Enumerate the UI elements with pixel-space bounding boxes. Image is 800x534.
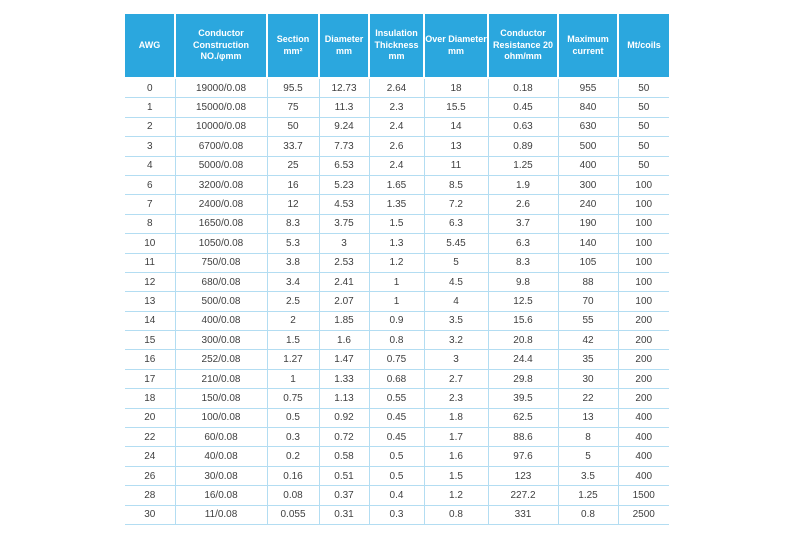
cell-awg: 13	[125, 292, 175, 311]
cell-over-diameter: 3.2	[424, 331, 488, 350]
cell-mt-coils: 100	[618, 175, 669, 194]
cell-diameter: 1.33	[319, 369, 369, 388]
cell-conductor-resistance: 3.7	[488, 214, 558, 233]
cell-awg: 18	[125, 389, 175, 408]
cell-mt-coils: 400	[618, 447, 669, 466]
cell-mt-coils: 100	[618, 292, 669, 311]
cell-maximum-current: 500	[558, 137, 618, 156]
cell-insulation-thickness: 2.4	[369, 117, 424, 136]
header-label-line: Section	[276, 34, 310, 44]
cell-awg: 14	[125, 311, 175, 330]
cell-insulation-thickness: 0.9	[369, 311, 424, 330]
cell-conductor-resistance: 9.8	[488, 272, 558, 291]
cell-mt-coils: 100	[618, 272, 669, 291]
cell-over-diameter: 1.8	[424, 408, 488, 427]
cell-maximum-current: 955	[558, 78, 618, 98]
cell-maximum-current: 8	[558, 428, 618, 447]
cell-over-diameter: 4	[424, 292, 488, 311]
cell-diameter: 2.07	[319, 292, 369, 311]
cell-conductor-resistance: 12.5	[488, 292, 558, 311]
table-row-awg-4	[125, 156, 669, 175]
cell-conductor-construction: 10000/0.08	[175, 117, 267, 136]
cell-mt-coils: 200	[618, 350, 669, 369]
cell-maximum-current: 13	[558, 408, 618, 427]
cell-section: 0.08	[267, 486, 319, 505]
cell-mt-coils: 400	[618, 428, 669, 447]
table-row-awg-13	[125, 292, 669, 311]
cell-awg: 15	[125, 331, 175, 350]
cell-mt-coils: 200	[618, 389, 669, 408]
cell-insulation-thickness: 0.5	[369, 447, 424, 466]
cell-over-diameter: 1.2	[424, 486, 488, 505]
cell-maximum-current: 3.5	[558, 466, 618, 485]
cell-mt-coils: 200	[618, 311, 669, 330]
header-label-line: Over Diameter	[425, 34, 487, 44]
cell-insulation-thickness: 1.2	[369, 253, 424, 272]
cell-over-diameter: 13	[424, 137, 488, 156]
cell-over-diameter: 0.8	[424, 505, 488, 524]
cell-section: 1.5	[267, 331, 319, 350]
table-row-awg-0	[125, 78, 669, 98]
cell-insulation-thickness: 0.5	[369, 466, 424, 485]
table-header	[125, 14, 669, 78]
cell-over-diameter: 18	[424, 78, 488, 98]
cell-mt-coils: 100	[618, 253, 669, 272]
cell-over-diameter: 15.5	[424, 98, 488, 117]
cell-conductor-construction: 60/0.08	[175, 428, 267, 447]
cell-conductor-resistance: 1.25	[488, 156, 558, 175]
cell-section: 12	[267, 195, 319, 214]
cell-conductor-resistance: 29.8	[488, 369, 558, 388]
cell-awg: 7	[125, 195, 175, 214]
cell-diameter: 6.53	[319, 156, 369, 175]
cell-conductor-construction: 16/0.08	[175, 486, 267, 505]
header-label-line: Conductor	[198, 28, 244, 39]
cell-mt-coils: 100	[618, 234, 669, 253]
cell-awg: 11	[125, 253, 175, 272]
cell-conductor-resistance: 2.6	[488, 195, 558, 214]
cell-section: 0.2	[267, 447, 319, 466]
cell-diameter: 11.3	[319, 98, 369, 117]
header-cell-over-diameter	[424, 14, 488, 78]
cell-section: 8.3	[267, 214, 319, 233]
table-row-awg-10	[125, 234, 669, 253]
cell-diameter: 12.73	[319, 78, 369, 98]
cell-conductor-construction: 100/0.08	[175, 408, 267, 427]
cell-diameter: 9.24	[319, 117, 369, 136]
cell-insulation-thickness: 1.35	[369, 195, 424, 214]
cell-diameter: 0.51	[319, 466, 369, 485]
cell-over-diameter: 8.5	[424, 175, 488, 194]
cell-over-diameter: 3.5	[424, 311, 488, 330]
cell-maximum-current: 105	[558, 253, 618, 272]
cell-section: 75	[267, 98, 319, 117]
header-cell-maximum-current	[558, 14, 618, 78]
cell-maximum-current: 0.8	[558, 505, 618, 524]
cell-maximum-current: 30	[558, 369, 618, 388]
cell-conductor-construction: 1650/0.08	[175, 214, 267, 233]
cell-maximum-current: 55	[558, 311, 618, 330]
header-label-line: NO./φmm	[200, 51, 242, 62]
cell-section: 0.5	[267, 408, 319, 427]
cell-insulation-thickness: 0.4	[369, 486, 424, 505]
cell-maximum-current: 1.25	[558, 486, 618, 505]
cell-over-diameter: 3	[424, 350, 488, 369]
cell-section: 50	[267, 117, 319, 136]
cell-conductor-resistance: 88.6	[488, 428, 558, 447]
table-row-awg-16	[125, 350, 669, 369]
cell-awg: 12	[125, 272, 175, 291]
table-row-awg-2	[125, 117, 669, 136]
cell-over-diameter: 5	[424, 253, 488, 272]
cell-conductor-construction: 19000/0.08	[175, 78, 267, 98]
header-cell-insulation-thickness	[369, 14, 424, 78]
cell-conductor-resistance: 0.63	[488, 117, 558, 136]
cell-awg: 0	[125, 78, 175, 98]
table-row-awg-3	[125, 137, 669, 156]
cell-insulation-thickness: 0.45	[369, 428, 424, 447]
cell-diameter: 0.37	[319, 486, 369, 505]
table-row-awg-28	[125, 486, 669, 505]
cell-conductor-resistance: 1.9	[488, 175, 558, 194]
cell-insulation-thickness: 1	[369, 272, 424, 291]
cell-section: 5.3	[267, 234, 319, 253]
cell-insulation-thickness: 0.45	[369, 408, 424, 427]
cell-over-diameter: 5.45	[424, 234, 488, 253]
cell-diameter: 1.13	[319, 389, 369, 408]
header-label-line: mm²	[283, 45, 303, 56]
cell-conductor-resistance: 331	[488, 505, 558, 524]
cell-conductor-resistance: 0.89	[488, 137, 558, 156]
cell-awg: 30	[125, 505, 175, 524]
header-label-line: Construction	[193, 39, 249, 50]
cell-mt-coils: 200	[618, 369, 669, 388]
cell-section: 33.7	[267, 137, 319, 156]
cell-over-diameter: 4.5	[424, 272, 488, 291]
cell-awg: 20	[125, 408, 175, 427]
cell-mt-coils: 200	[618, 331, 669, 350]
cell-insulation-thickness: 0.68	[369, 369, 424, 388]
header-cell-section	[267, 14, 319, 78]
table-row-awg-8	[125, 214, 669, 233]
cell-conductor-construction: 5000/0.08	[175, 156, 267, 175]
table-row-awg-12	[125, 272, 669, 291]
cell-diameter: 2.53	[319, 253, 369, 272]
cell-section: 0.75	[267, 389, 319, 408]
cell-conductor-construction: 6700/0.08	[175, 137, 267, 156]
cell-conductor-resistance: 62.5	[488, 408, 558, 427]
cell-section: 1.27	[267, 350, 319, 369]
cell-section: 3.8	[267, 253, 319, 272]
cell-conductor-construction: 400/0.08	[175, 311, 267, 330]
header-label-line: Maximum	[567, 34, 609, 44]
cell-mt-coils: 400	[618, 408, 669, 427]
cell-maximum-current: 42	[558, 331, 618, 350]
cell-conductor-resistance: 123	[488, 466, 558, 485]
cell-section: 2	[267, 311, 319, 330]
cell-section: 16	[267, 175, 319, 194]
cell-diameter: 7.73	[319, 137, 369, 156]
cell-over-diameter: 14	[424, 117, 488, 136]
cell-maximum-current: 5	[558, 447, 618, 466]
cell-maximum-current: 630	[558, 117, 618, 136]
cell-diameter: 1.6	[319, 331, 369, 350]
cell-conductor-construction: 2400/0.08	[175, 195, 267, 214]
cell-awg: 1	[125, 98, 175, 117]
cell-diameter: 2.41	[319, 272, 369, 291]
table-row-awg-20	[125, 408, 669, 427]
cell-mt-coils: 50	[618, 117, 669, 136]
cell-insulation-thickness: 1.65	[369, 175, 424, 194]
cell-awg: 4	[125, 156, 175, 175]
cell-diameter: 4.53	[319, 195, 369, 214]
cell-diameter: 5.23	[319, 175, 369, 194]
cell-diameter: 0.72	[319, 428, 369, 447]
header-label-line: mm	[447, 45, 464, 56]
cell-conductor-construction: 252/0.08	[175, 350, 267, 369]
cell-over-diameter: 11	[424, 156, 488, 175]
cell-conductor-construction: 1050/0.08	[175, 234, 267, 253]
cell-conductor-resistance: 20.8	[488, 331, 558, 350]
cell-diameter: 1.47	[319, 350, 369, 369]
header-label-line: Mt/coils	[627, 39, 661, 50]
table-body	[125, 78, 669, 524]
cell-insulation-thickness: 0.3	[369, 505, 424, 524]
cell-section: 0.3	[267, 428, 319, 447]
cell-over-diameter: 7.2	[424, 195, 488, 214]
header-label-line: Resistance 20	[492, 39, 554, 50]
cell-over-diameter: 1.7	[424, 428, 488, 447]
cell-diameter: 0.92	[319, 408, 369, 427]
cell-insulation-thickness: 0.75	[369, 350, 424, 369]
table-row-awg-14	[125, 311, 669, 330]
cell-conductor-construction: 150/0.08	[175, 389, 267, 408]
table-row-awg-7	[125, 195, 669, 214]
cell-maximum-current: 840	[558, 98, 618, 117]
table-row-awg-17	[125, 369, 669, 388]
cell-awg: 3	[125, 137, 175, 156]
table-row-awg-11	[125, 253, 669, 272]
cell-conductor-construction: 300/0.08	[175, 331, 267, 350]
header-cell-conductor-construction	[175, 14, 267, 78]
cell-conductor-resistance: 227.2	[488, 486, 558, 505]
cell-awg: 10	[125, 234, 175, 253]
table-row-awg-18	[125, 389, 669, 408]
cell-diameter: 1.85	[319, 311, 369, 330]
cell-insulation-thickness: 1.3	[369, 234, 424, 253]
cell-mt-coils: 100	[618, 214, 669, 233]
cell-conductor-resistance: 6.3	[488, 234, 558, 253]
cell-section: 3.4	[267, 272, 319, 291]
cell-section: 25	[267, 156, 319, 175]
cell-mt-coils: 2500	[618, 505, 669, 524]
cell-mt-coils: 50	[618, 156, 669, 175]
header-cell-awg	[125, 14, 175, 78]
cell-maximum-current: 22	[558, 389, 618, 408]
cell-mt-coils: 1500	[618, 486, 669, 505]
header-label-line: Thickness	[374, 39, 419, 50]
cell-section: 1	[267, 369, 319, 388]
cell-mt-coils: 50	[618, 98, 669, 117]
header-label-line: Conductor	[500, 28, 546, 39]
cell-over-diameter: 6.3	[424, 214, 488, 233]
cell-mt-coils: 50	[618, 137, 669, 156]
header-label-line: ohm/mm	[504, 51, 542, 62]
cell-awg: 24	[125, 447, 175, 466]
table-row-awg-24	[125, 447, 669, 466]
cell-insulation-thickness: 2.3	[369, 98, 424, 117]
cell-mt-coils: 400	[618, 466, 669, 485]
table-row-awg-1	[125, 98, 669, 117]
header-label-line: mm	[388, 51, 405, 62]
header-cell-diameter	[319, 14, 369, 78]
cell-conductor-resistance: 8.3	[488, 253, 558, 272]
cell-conductor-resistance: 24.4	[488, 350, 558, 369]
cell-conductor-construction: 750/0.08	[175, 253, 267, 272]
header-label-line: current	[572, 45, 604, 56]
table-row-awg-15	[125, 331, 669, 350]
cell-diameter: 0.31	[319, 505, 369, 524]
cell-mt-coils: 100	[618, 195, 669, 214]
cell-maximum-current: 70	[558, 292, 618, 311]
cell-maximum-current: 35	[558, 350, 618, 369]
cell-conductor-construction: 15000/0.08	[175, 98, 267, 117]
cell-maximum-current: 140	[558, 234, 618, 253]
cell-insulation-thickness: 2.4	[369, 156, 424, 175]
header-label-line: mm	[335, 45, 352, 56]
cell-diameter: 3.75	[319, 214, 369, 233]
cell-awg: 17	[125, 369, 175, 388]
table-row-awg-22	[125, 428, 669, 447]
cell-section: 0.16	[267, 466, 319, 485]
cell-diameter: 3	[319, 234, 369, 253]
cell-insulation-thickness: 1	[369, 292, 424, 311]
cell-section: 0.055	[267, 505, 319, 524]
cell-insulation-thickness: 1.5	[369, 214, 424, 233]
cell-conductor-construction: 3200/0.08	[175, 175, 267, 194]
cell-over-diameter: 2.3	[424, 389, 488, 408]
table-row-awg-6	[125, 175, 669, 194]
cell-awg: 2	[125, 117, 175, 136]
cell-conductor-resistance: 97.6	[488, 447, 558, 466]
cell-conductor-resistance: 0.45	[488, 98, 558, 117]
cell-conductor-resistance: 15.6	[488, 311, 558, 330]
cell-conductor-construction: 680/0.08	[175, 272, 267, 291]
cell-over-diameter: 1.6	[424, 447, 488, 466]
header-label-line: Diameter	[324, 34, 364, 44]
cell-insulation-thickness: 2.64	[369, 78, 424, 98]
cell-maximum-current: 300	[558, 175, 618, 194]
header-label-line: AWG	[138, 39, 161, 50]
cell-insulation-thickness: 0.8	[369, 331, 424, 350]
cell-maximum-current: 190	[558, 214, 618, 233]
cell-over-diameter: 2.7	[424, 369, 488, 388]
cell-awg: 16	[125, 350, 175, 369]
cell-maximum-current: 400	[558, 156, 618, 175]
cell-conductor-construction: 500/0.08	[175, 292, 267, 311]
cell-over-diameter: 1.5	[424, 466, 488, 485]
cell-conductor-construction: 210/0.08	[175, 369, 267, 388]
cell-awg: 6	[125, 175, 175, 194]
cell-awg: 26	[125, 466, 175, 485]
cell-conductor-resistance: 0.18	[488, 78, 558, 98]
cell-diameter: 0.58	[319, 447, 369, 466]
cell-conductor-construction: 40/0.08	[175, 447, 267, 466]
cell-conductor-construction: 30/0.08	[175, 466, 267, 485]
table-header-row	[125, 14, 669, 78]
cell-maximum-current: 88	[558, 272, 618, 291]
header-label-line: Insulation	[375, 28, 418, 39]
cell-maximum-current: 240	[558, 195, 618, 214]
table-row-awg-30	[125, 505, 669, 524]
awg-wire-spec-table	[125, 14, 669, 525]
cell-awg: 28	[125, 486, 175, 505]
cell-mt-coils: 50	[618, 78, 669, 98]
cell-awg: 8	[125, 214, 175, 233]
table-row-awg-26	[125, 466, 669, 485]
cell-insulation-thickness: 0.55	[369, 389, 424, 408]
cell-insulation-thickness: 2.6	[369, 137, 424, 156]
cell-conductor-construction: 11/0.08	[175, 505, 267, 524]
cell-conductor-resistance: 39.5	[488, 389, 558, 408]
header-cell-conductor-resistance	[488, 14, 558, 78]
cell-section: 95.5	[267, 78, 319, 98]
cell-awg: 22	[125, 428, 175, 447]
cell-section: 2.5	[267, 292, 319, 311]
header-cell-mt-coils	[618, 14, 669, 78]
